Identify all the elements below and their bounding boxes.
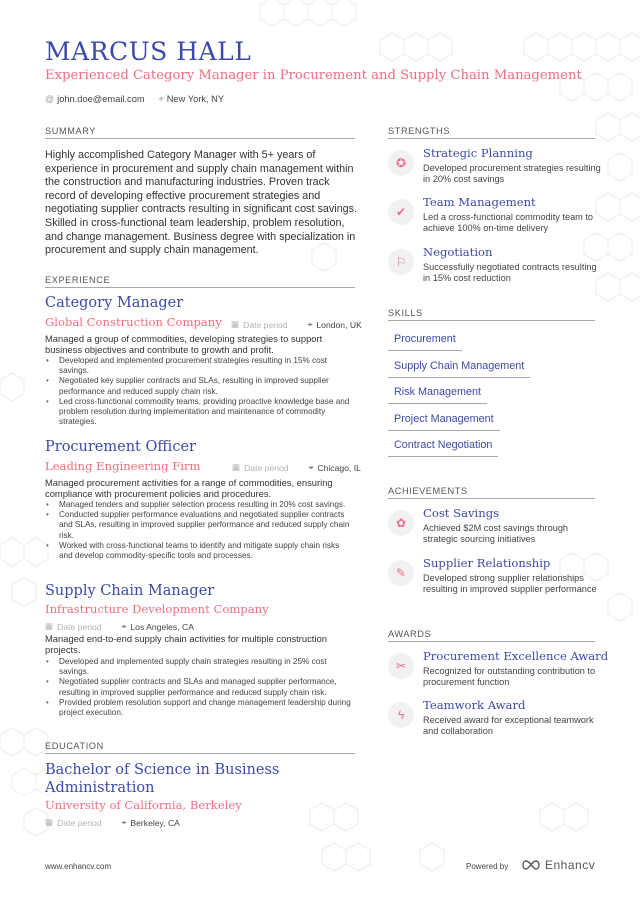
job-company: Infrastructure Development Company [45, 602, 269, 616]
job-description: Managed procurement activities for a range of commodities, ensuring compliance with procurement policies and procedures. [45, 477, 333, 500]
job-company: Leading Engineering Firm [45, 459, 201, 473]
bullet-item: • Led cross-functional commodity teams, providing proactive knowledge base and problem resolution during implementation and maintenance of commodity strategies. [45, 397, 355, 428]
strength-text: Led a cross-functional commodity team to achieve 100% on-time delivery [423, 212, 594, 234]
contact-email[interactable] [45, 94, 145, 105]
job-bullets [45, 356, 355, 427]
education-date: Date period [57, 817, 102, 828]
bullet-item: • Managed tenders and supplier selection process resulting in 20% cost savings. [45, 500, 355, 510]
bullet-item: • Negotiated supplier contracts and SLAs and managed supplier performance, resulting in improved supplier performance and reduced supply chain risk. [45, 677, 355, 697]
education-title: EDUCATION [45, 741, 104, 751]
summary-title: SUMMARY [45, 126, 96, 136]
award-heading: Teamwork Award [423, 698, 526, 712]
bullet-item: • Developed and implemented supply chain strategies resulting in 25% cost savings. [45, 657, 355, 677]
job-title: Supply Chain Manager [45, 583, 215, 599]
job-meta [45, 621, 194, 632]
skill-tag: Procurement [388, 333, 462, 351]
job-bullets [45, 657, 355, 718]
skill-tag: Risk Management [388, 386, 487, 404]
achievement-text: Developed strong supplier relationships resulting in improved supplier performance [423, 573, 597, 595]
achievement-text: Achieved $2M cost savings through strategic sourcing initiatives [423, 523, 569, 545]
calendar-icon: ▦ [231, 319, 240, 329]
contact-location [159, 94, 224, 105]
achievements-divider [388, 498, 595, 499]
location-pin-icon: ⌖ [158, 94, 164, 104]
education-location: Berkeley, CA [130, 817, 180, 828]
candidate-name: MARCUS HALL [45, 37, 252, 66]
calendar-icon: ▦ [45, 817, 54, 827]
achievement-heading: Supplier Relationship [423, 556, 551, 570]
strengths-divider [388, 138, 595, 139]
job-meta [231, 319, 362, 330]
magic-wand-icon: ✎ [388, 560, 414, 586]
bullet-item: • Conducted supplier performance evaluations and negotiated supplier contracts and SLAs, resulting in improved supplier performance and reduced supply chain risk. [45, 510, 355, 541]
job-description: Managed a group of commodities, developing strategies to support business objectives and contribute to growth and profit. [45, 333, 323, 356]
location-text: New York, NY [166, 94, 225, 104]
location-pin-icon: ⌖ [121, 817, 127, 827]
award-text: Recognized for outstanding contribution to procurement function [423, 666, 596, 688]
skills-title: SKILLS [388, 308, 423, 318]
contact-row [45, 94, 224, 105]
job-title: Category Manager [45, 295, 184, 311]
summary-divider [45, 138, 355, 139]
summary-text: Highly accomplished Category Manager with 5+ years of experience in procurement and supply chain management within the construction and manufacturing industries. Proven track record of developing effective procurement strategies and negotiating supplier contracts resulting in significant cost savings. Skilled in cross-functional team leadership, problem resolution, and change management. Business degree with specialization in procurement and supply chain management. [45, 149, 358, 257]
location-pin-icon: ⌖ [121, 621, 127, 631]
calendar-icon: ▦ [45, 621, 54, 631]
experience-title: EXPERIENCE [45, 275, 111, 285]
footer-url[interactable]: www.enhancv.com [45, 862, 112, 871]
skill-tag: Contract Negotiation [388, 439, 498, 457]
job-date: Date period [57, 621, 102, 632]
awards-divider [388, 641, 595, 642]
bullet-item: • Provided problem resolution support and change management leadership during project execution. [45, 698, 355, 718]
flag-icon: ⚐ [388, 249, 414, 275]
bullet-item: • Negotiated key supplier contracts and SLAs, resulting in improved supplier performance and reduced supply chain risk. [45, 376, 355, 396]
job-company: Global Construction Company [45, 315, 222, 329]
job-title: Procurement Officer [45, 439, 196, 455]
job-description: Managed end-to-end supply chain activities for multiple construction projects. [45, 633, 327, 656]
achievements-title: ACHIEVEMENTS [388, 486, 468, 496]
job-location: Los Angeles, CA [130, 621, 194, 632]
strengths-title: STRENGTHS [388, 126, 451, 136]
email-text: john.doe@email.com [57, 94, 145, 104]
strength-text: Successfully negotiated contracts resulting in 15% cost reduction [423, 262, 597, 284]
trophy-icon: ✂ [388, 653, 414, 679]
powered-by-label: Powered by [466, 862, 509, 871]
at-icon: @ [45, 94, 55, 104]
job-location: Chicago, IL [317, 462, 361, 473]
skill-tag: Supply Chain Management [388, 360, 530, 378]
enhancv-brand-text: Enhancv [545, 858, 596, 872]
strength-heading: Negotiation [423, 245, 493, 259]
star-icon: ✪ [388, 150, 414, 176]
experience-divider [45, 287, 355, 288]
job-bullets [45, 500, 355, 561]
medal-icon: ✿ [388, 510, 414, 536]
degree-title: Bachelor of Science in Business Administration [45, 762, 280, 796]
location-pin-icon: ⌖ [307, 319, 313, 329]
job-date: Date period [243, 319, 288, 330]
lightning-icon: ϟ [388, 702, 414, 728]
check-icon: ✔ [388, 199, 414, 225]
calendar-icon: ▦ [232, 462, 241, 472]
job-date: Date period [244, 462, 289, 473]
job-meta [232, 462, 361, 473]
award-text: Received award for exceptional teamwork and collaboration [423, 715, 594, 737]
education-divider [45, 753, 355, 754]
bullet-item: • Developed and implemented procurement strategies resulting in 15% cost savings. [45, 356, 355, 376]
bullet-item: • Worked with cross-functional teams to identify and mitigate supply chain risks and develop commodity-specific tools and processes. [45, 541, 355, 561]
achievement-heading: Cost Savings [423, 506, 500, 520]
candidate-headline: Experienced Category Manager in Procurement and Supply Chain Management [45, 68, 582, 83]
strength-text: Developed procurement strategies resulting in 20% cost savings [423, 163, 601, 185]
strength-heading: Strategic Planning [423, 146, 533, 160]
enhancv-logo-icon [520, 859, 542, 871]
school-name: University of California, Berkeley [45, 798, 242, 812]
education-meta [45, 817, 180, 828]
skills-divider [388, 320, 595, 321]
enhancv-logo[interactable] [520, 858, 595, 872]
skill-tag: Project Management [388, 413, 500, 431]
strength-heading: Team Management [423, 195, 536, 209]
job-location: London, UK [316, 319, 362, 330]
location-pin-icon: ⌖ [308, 462, 314, 472]
award-heading: Procurement Excellence Award [423, 649, 609, 663]
awards-title: AWARDS [388, 629, 432, 639]
